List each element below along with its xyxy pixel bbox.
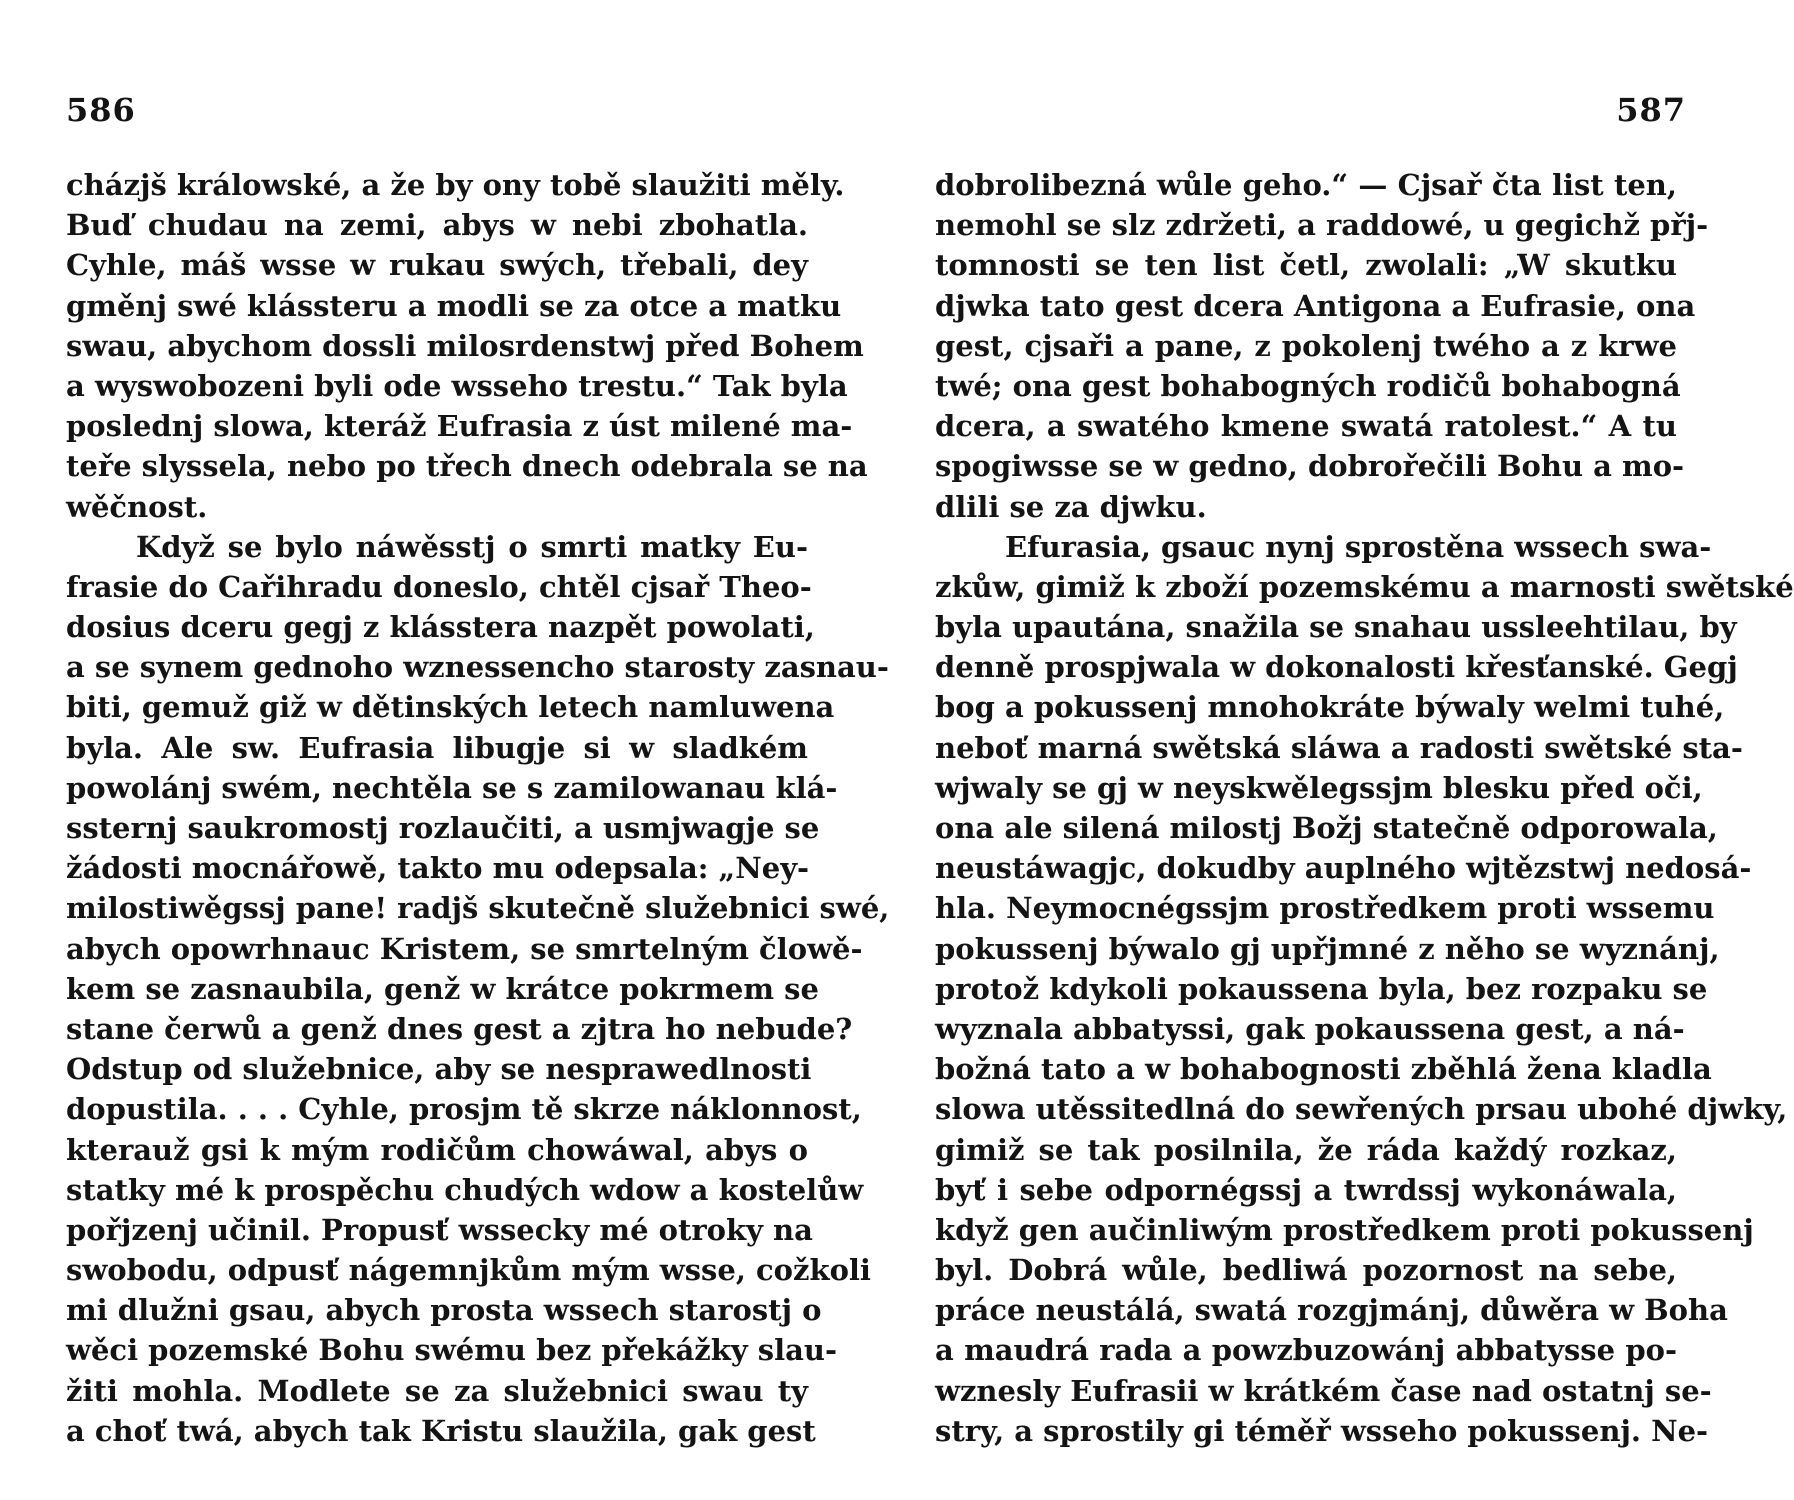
text-line: frasie do Cařihradu doneslo, chtěl cjsař Theo- bbox=[66, 569, 812, 604]
text-line: hla. Neymocnégssjm prostředkem proti wssemu bbox=[935, 891, 1715, 926]
text-line: swau, abychom dossli milosrdenstwj před Bohem bbox=[66, 328, 864, 363]
text-line: byť i sebe odpornégssj a twrdssj wykonáwala, bbox=[935, 1172, 1677, 1207]
text-line: kterauž gsi k mým rodičům chowáwal, abys o bbox=[66, 1132, 808, 1167]
text-line: wěčnost. bbox=[66, 489, 208, 524]
text-line: statky mé k prospěchu chudých wdow a kostelůw bbox=[66, 1172, 864, 1207]
text-line: gest, cjsaři a pane, z pokolenj twého a z krwe bbox=[935, 328, 1677, 363]
text-line: tomnosti se ten list četl, zwolali: „W skutku bbox=[935, 248, 1677, 283]
text-line: teře slyssela, nebo po třech dnech odebrala se na bbox=[66, 449, 868, 484]
text-line: poslednj slowa, kteráž Eufrasia z úst milené ma- bbox=[66, 409, 853, 444]
text-line: ssternj saukromostj rozlaučiti, a usmjwagje se bbox=[66, 811, 820, 845]
text-line: kem se zasnaubila, genž w krátce pokrmem se bbox=[66, 971, 819, 1006]
text-line: slowa utěssitedlná do sewřených prsau ubohé djwky, bbox=[935, 1092, 1788, 1127]
text-line: wjwaly se gj w neyskwělegssjm blesku před oči, bbox=[935, 770, 1703, 805]
text-line: cházjš králowské, a že by ony tobě slaužiti měly. bbox=[66, 168, 845, 202]
text-line: swobodu, odpusť nágemnjkům mým wsse, cožkoli bbox=[66, 1253, 871, 1288]
text-line: djwka tato gest dcera Antigona a Eufrasie, ona bbox=[935, 288, 1696, 323]
text-line: Efurasia, gsauc nynj sprostěna wssech swa- bbox=[1005, 529, 1712, 564]
right-page-text bbox=[935, 165, 1794, 1451]
text-line: Odstup od služebnice, aby se nesprawedlnosti bbox=[66, 1052, 812, 1087]
text-line: wznesly Eufrasii w krátkém čase nad ostatnj se- bbox=[935, 1373, 1712, 1408]
text-line: bog a pokussenj mnohokráte býwaly welmi tuhé, bbox=[935, 690, 1725, 725]
text-line: ona ale silená milostj Božj statečně odporowala, bbox=[935, 811, 1718, 845]
text-line: abych opowrhnauc Kristem, se smrtelným člowě- bbox=[66, 931, 863, 966]
text-line: dosius dceru gegj z klásstera nazpět powolati, bbox=[66, 610, 815, 645]
text-line: žiti mohla. Modlete se za služebnici swau ty bbox=[66, 1373, 808, 1408]
text-line: pokussenj býwalo gj upřjmné z něho se wyznánj, bbox=[935, 931, 1720, 966]
text-line: práce neustálá, swatá rozgjmánj, důwěra w Boha bbox=[935, 1293, 1728, 1328]
text-line: spogiwsse se w gedno, dobrořečili Bohu a mo- bbox=[935, 449, 1685, 484]
text-line: byla upautána, snažila se snahau ussleehtilau, by bbox=[935, 610, 1737, 645]
left-page-text bbox=[66, 165, 890, 1451]
text-line: dopustila. . . . Cyhle, prosjm tě skrze náklonnost, bbox=[66, 1092, 862, 1127]
text-line: gimiž se tak posilnila, že ráda každý rozkaz, bbox=[935, 1132, 1677, 1167]
text-line: protož kdykoli pokaussena byla, bez rozpaku se bbox=[935, 971, 1708, 1006]
text-line: denně prospjwala w dokonalosti křesťanské. Gegj bbox=[935, 650, 1738, 685]
text-line: nemohl se slz zdržeti, a raddowé, u gegichž přj- bbox=[935, 208, 1709, 243]
text-line: Cyhle, máš wsse w rukau swých, třebali, dey bbox=[66, 248, 808, 283]
left-page bbox=[0, 0, 890, 1500]
text-line: neustáwagjc, dokudby auplného wjtězstwj nedosá- bbox=[935, 851, 1752, 886]
text-line: Buď chudau na zemi, abys w nebi zbohatla. bbox=[66, 208, 808, 243]
text-line: milostiwěgssj pane! radjš skutečně služebnici swé, bbox=[66, 891, 890, 926]
text-line: byl. Dobrá wůle, bedliwá pozornost na sebe, bbox=[935, 1253, 1677, 1288]
text-line: Když se bylo náwěsstj o smrti matky Eu- bbox=[136, 529, 808, 564]
text-line: pořjzenj učinil. Propusť wssecky mé otroky na bbox=[66, 1212, 813, 1247]
text-line: byla. Ale sw. Eufrasia libugje si w sladkém bbox=[66, 730, 808, 765]
right-page bbox=[869, 0, 1794, 1500]
text-line: mi dlužni gsau, abych prosta wssech starostj o bbox=[66, 1293, 822, 1328]
text-line: twé; ona gest bohabogných rodičů bohabogná bbox=[935, 368, 1681, 403]
text-line: dlili se za djwku. bbox=[935, 489, 1207, 524]
page-number-right: 587 bbox=[1616, 91, 1686, 129]
text-line: powolánj swém, nechtěla se s zamilowanau klá- bbox=[66, 770, 838, 805]
text-line: wěci pozemské Bohu swému bez překážky slau- bbox=[66, 1333, 838, 1368]
text-line: neboť marná swětská sláwa a radosti swětské sta- bbox=[935, 730, 1743, 765]
text-line: když gen aučinliwým prostředkem proti pokussenj bbox=[935, 1212, 1754, 1247]
text-line: božná tato a w bohabognosti zběhlá žena kladla bbox=[935, 1052, 1712, 1087]
text-line: zkůw, gimiž k zboží pozemskému a marnosti swětské bbox=[935, 569, 1794, 604]
text-line: stane čerwů a genž dnes gest a zjtra ho nebude? bbox=[66, 1011, 853, 1046]
text-line: dcera, a swatého kmene swatá ratolest.“ A tu bbox=[935, 409, 1677, 444]
text-line: a se synem gednoho wznessencho starosty zasnau- bbox=[66, 650, 889, 685]
text-line: a wyswobozeni byli ode wsseho trestu.“ Tak byla bbox=[66, 368, 848, 403]
text-line: a maudrá rada a powzbuzowánj abbatysse po- bbox=[935, 1333, 1677, 1368]
text-line: gměnj swé klássteru a modli se za otce a matku bbox=[66, 288, 842, 323]
text-line: žádosti mocnářowě, takto mu odepsala: „Ney- bbox=[66, 851, 810, 886]
text-line: a choť twá, abych tak Kristu slaužila, gak gest bbox=[66, 1413, 816, 1448]
text-line: dobrolibezná wůle geho.“ — Cjsař čta list ten, bbox=[935, 168, 1677, 202]
text-line: stry, a sprostily gi téměř wsseho pokussenj. Ne- bbox=[935, 1413, 1709, 1448]
text-line: biti, gemuž giž w dětinských letech namluwena bbox=[66, 690, 835, 725]
text-line: wyznala abbatyssi, gak pokaussena gest, a ná- bbox=[935, 1011, 1685, 1046]
page-number-left: 586 bbox=[66, 91, 136, 129]
